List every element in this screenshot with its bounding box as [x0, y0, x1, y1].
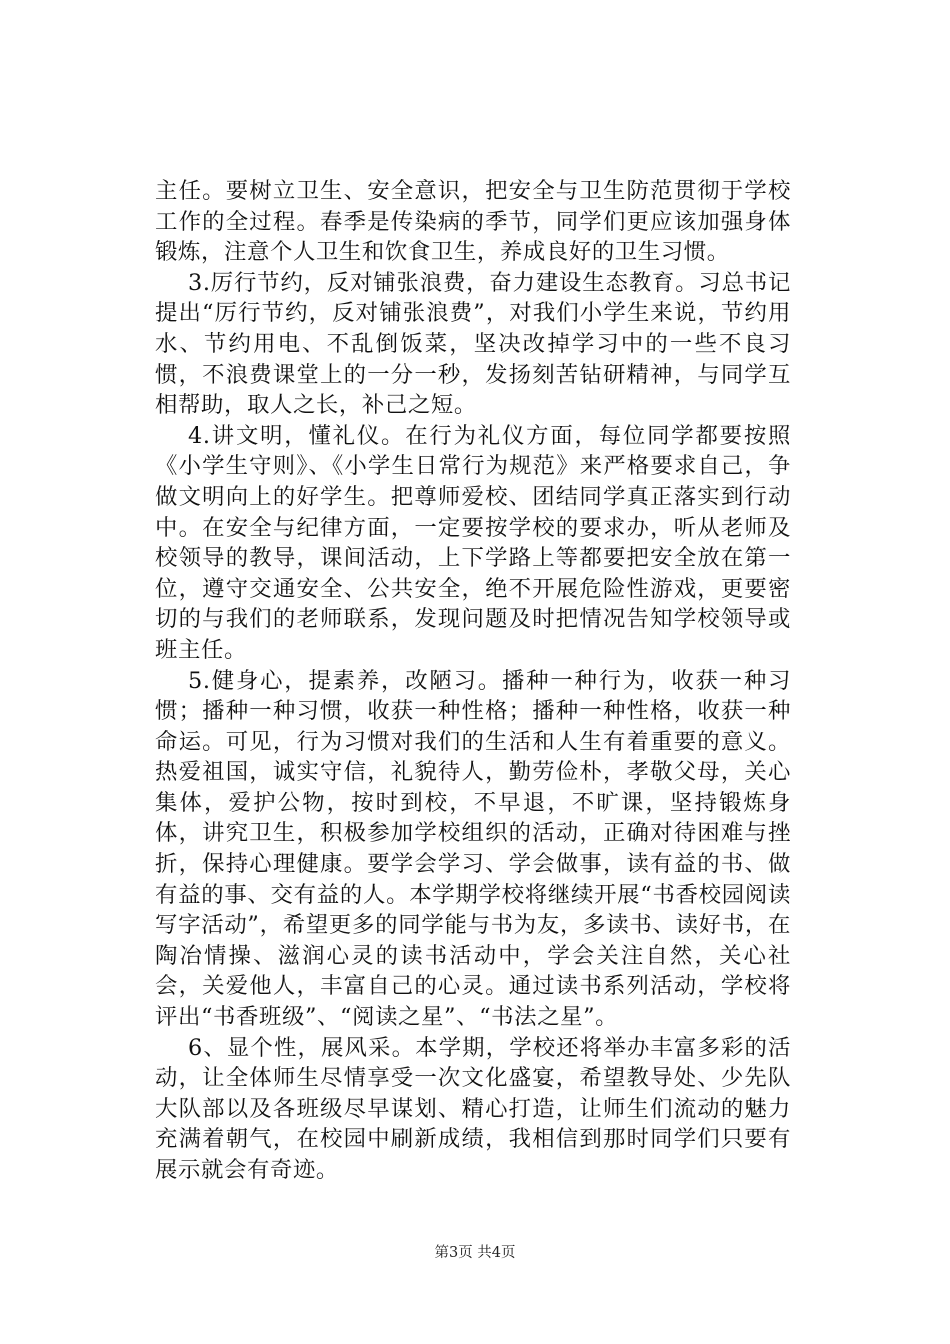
paragraph-1: 主任。要树立卫生、安全意识，把安全与卫生防范贯彻于学校工作的全过程。春季是传染病的季节，同学们更应该加强身体锻炼，注意个人卫生和饮食卫生，养成良好的卫生习惯。 [155, 178, 791, 266]
paragraph-2: 3.厉行节约，反对铺张浪费，奋力建设生态教育。习总书记提出“厉行节约，反对铺张浪费”，对我们小学生来说，节约用水、节约用电、不乱倒饭菜，坚决改掉学习中的一些不良习惯，不浪费课堂上的一分一秒，发扬刻苦钻研精神，与同学互相帮助，取人之长，补己之短。 [155, 269, 791, 419]
document-body [155, 176, 791, 1186]
paragraph-3: 4.讲文明，懂礼仪。在行为礼仪方面，每位同学都要按照《小学生守则》、《小学生日常行为规范》来严格要求自己，争做文明向上的好学生。把尊师爱校、团结同学真正落实到行动中。在安全与纪律方面，一定要按学校的要求办，听从老师及校领导的教导，课间活动，上下学路上等都要把安全放在第一位，遵守交通安全、公共安全，绝不开展危险性游戏，更要密切的与我们的老师联系，发现问题及时把情况告知学校领导或班主任。 [155, 422, 791, 663]
paragraph-5: 6、显个性，展风采。本学期，学校还将举办丰富多彩的活动，让全体师生尽情享受一次文化盛宴，希望教导处、少先队大队部以及各班级尽早谋划、精心打造，让师生们流动的魅力充满着朝气，在校园中刷新成绩，我相信到那时同学们只要有展示就会有奇迹。 [155, 1034, 791, 1183]
paragraph-4: 5.健身心，提素养，改陋习。播种一种行为，收获一种习惯；播种一种习惯，收获一种性格；播种一种性格，收获一种命运。可见，行为习惯对我们的生活和人生有着重要的意义。热爱祖国，诚实守信，礼貌待人，勤劳俭朴，孝敬父母，关心集体，爱护公物，按时到校，不早退，不旷课，坚持锻炼身体，讲究卫生，积极参加学校组织的活动，正确对待困难与挫折，保持心理健康。要学会学习、学会做事，读有益的书、做有益的事、交有益的人。本学期学校将继续开展“书香校园阅读写字活动”，希望更多的同学能与书为友，多读书、读好书，在陶冶情操、滋润心灵的读书活动中，学会关注自然，关心社会，关爱他人，丰富自己的心灵。通过读书系列活动，学校将评出“书香班级”、“阅读之星”、“书法之星”。 [155, 667, 791, 1031]
page-footer: 第3页 共4页 [434, 1245, 516, 1261]
